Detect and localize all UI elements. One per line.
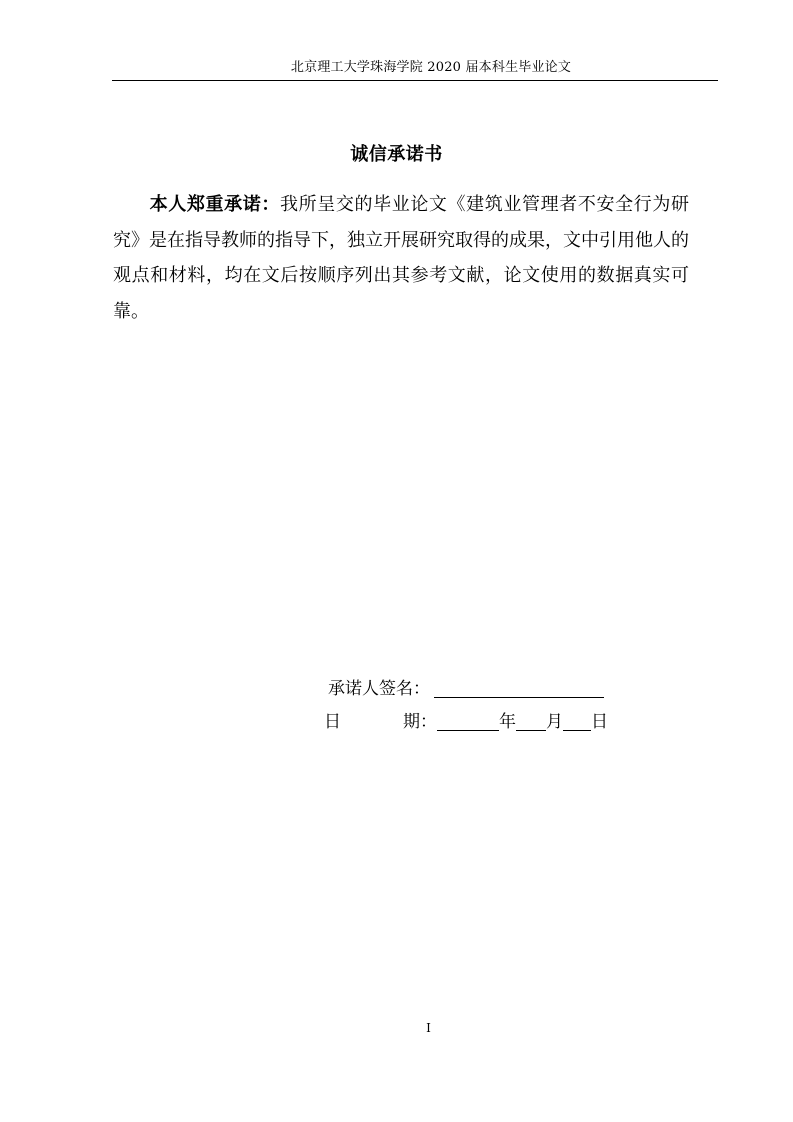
signature-line	[434, 679, 604, 698]
page-title: 诚信承诺书	[350, 144, 443, 165]
statement-body: 我所呈交的毕业论文《建筑业管理者不安全行为研究》是在指导教师的指导下，独立开展研究取得的成果，文中引用他人的观点和材料，均在文后按顺序列出其参考文献，论文使用的数据真实可靠。	[113, 194, 690, 322]
year-label: 年	[499, 712, 516, 732]
day-line	[563, 712, 591, 731]
signer-label: 承诺人签名：	[328, 679, 430, 699]
date-label-day-char: 日	[324, 712, 341, 732]
day-label: 日	[591, 712, 608, 732]
year-line	[437, 712, 499, 731]
page-number: I	[426, 1021, 431, 1035]
header-rule	[112, 80, 718, 81]
date-row	[324, 711, 608, 733]
month-label: 月	[546, 712, 563, 732]
signature-row	[328, 678, 604, 700]
statement-lead: 本人郑重承诺：	[149, 194, 280, 215]
month-line	[516, 712, 546, 731]
running-header: 北京理工大学珠海学院 2020 届本科生毕业论文	[290, 60, 572, 75]
date-label-period: 期：	[403, 712, 437, 732]
statement-paragraph	[113, 187, 689, 329]
